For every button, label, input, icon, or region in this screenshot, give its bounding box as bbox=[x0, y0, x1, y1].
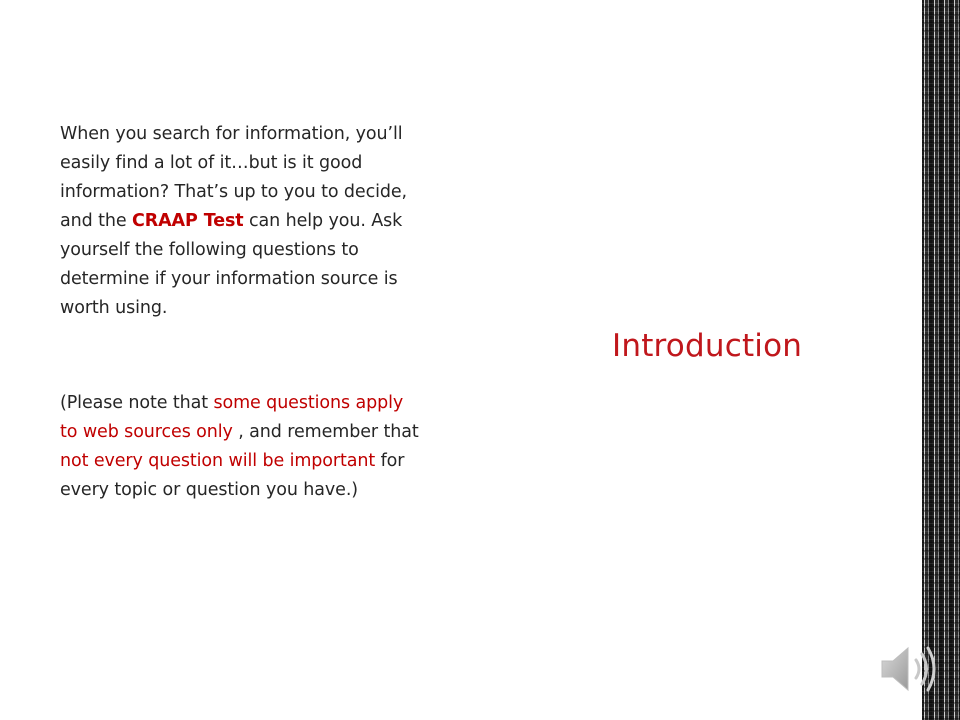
intro-paragraph bbox=[60, 120, 420, 323]
intro-text-part1: When you search for information, you’ll easily find a lot of it…but is it good information? That’s up to you to decide, and the bbox=[60, 124, 408, 231]
note-text-part1: (Please note that bbox=[60, 393, 214, 413]
body-text bbox=[60, 120, 420, 505]
note-text-part3: for every topic or question you have.) bbox=[60, 451, 405, 500]
speaker-icon[interactable] bbox=[878, 640, 940, 698]
intro-text-part2: can help you. Ask yourself the following questions to determine if your information source is worth using. bbox=[60, 211, 403, 318]
note-text-part2: , and remember that bbox=[232, 422, 419, 442]
decorative-edge-stripe bbox=[922, 0, 960, 720]
slide-title: Introduction bbox=[612, 328, 803, 364]
craap-test-highlight: CRAAP Test bbox=[131, 211, 244, 231]
speaker-icon-svg bbox=[878, 640, 940, 698]
note-paragraph bbox=[60, 389, 420, 505]
not-every-question-highlight: not every question will be important bbox=[60, 451, 376, 471]
web-sources-highlight: some questions apply to web sources only bbox=[60, 393, 404, 442]
